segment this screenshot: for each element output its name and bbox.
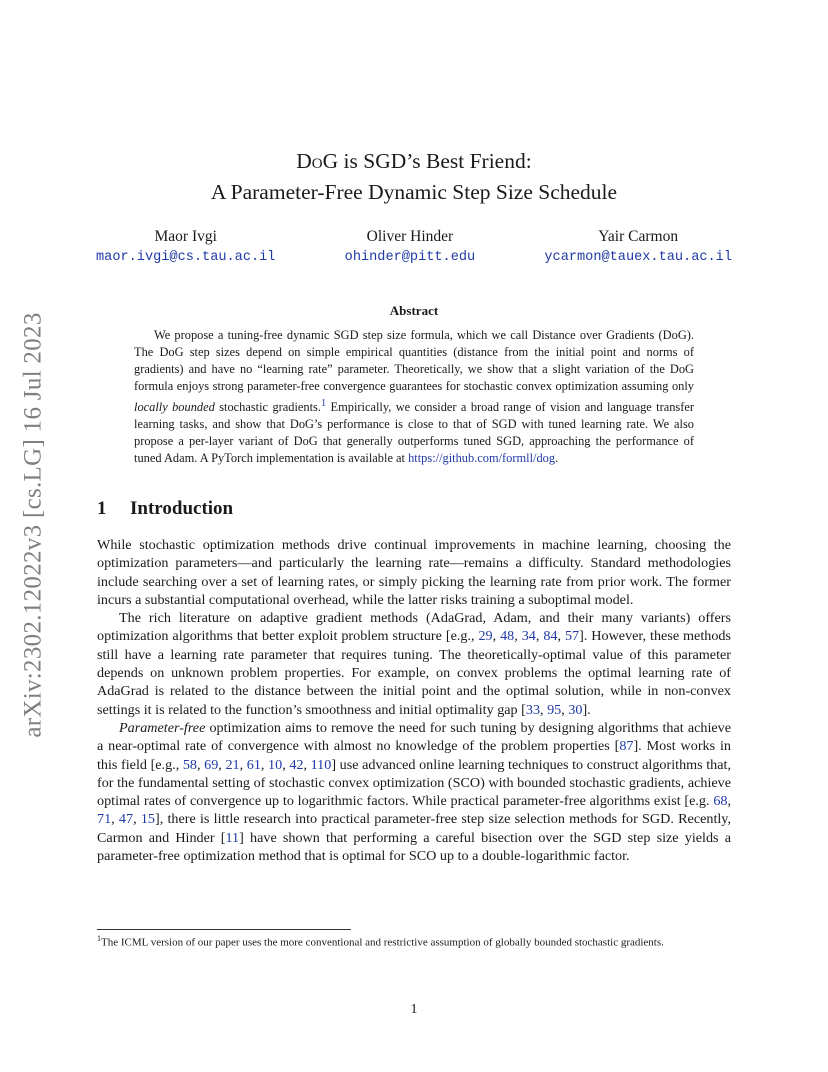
paragraph-text: ]. Most works in this field [e.g.,	[97, 738, 731, 773]
footnote	[97, 932, 731, 950]
paragraph-text: ].	[582, 701, 591, 718]
paragraph-emphasis: Parameter-free	[119, 719, 206, 736]
citation-link[interactable]: 69	[204, 756, 219, 773]
citation-link[interactable]: 68	[713, 793, 728, 810]
citation-link[interactable]: 47	[118, 811, 134, 828]
author-list	[96, 227, 732, 268]
paragraph-1: While stochastic optimization methods drive continual improvements in machine learning, choosing the optimization parameters—and particularly the learning rate—remains a difficulty. Standard methodologies include searching over a set of learning rates, or simply picking the learning rate from prior work. The former incurs a substantial computational overhead, while the latter risks training a suboptimal model.	[97, 537, 731, 608]
author-2	[345, 227, 476, 268]
title-line-1-rest: is SGD’s Best Friend:	[338, 149, 532, 173]
citation-link[interactable]: 61	[246, 756, 261, 773]
citation-link[interactable]: 84	[543, 628, 558, 645]
title-line-1	[0, 146, 828, 177]
author-3	[544, 227, 732, 268]
paragraph-text: ] use advanced online learning techniques to construct algorithms that, for the fundamental setting of stochastic convex optimization (SCO) with bounded stochastic gradients, achieve optimal rates of convergence up to logarithmic factors. While practical parameter-free algorithms exist [e.g.	[97, 756, 731, 810]
citation-link[interactable]: 10	[268, 756, 283, 773]
footnote-ref-link[interactable]: 1	[320, 398, 327, 409]
citation-link[interactable]: 34	[521, 628, 536, 645]
citation-link[interactable]: 95	[547, 701, 562, 718]
abstract-text: Empirically, we consider a broad range of vision and language transfer learning tasks, and show that DoG’s performance is close to that of SGD with tuned learning rate. We also propose a per-layer variant of DoG that generally outperforms tuned SGD, approaching the performance of tuned Adam. A PyTorch implementation is available at	[134, 400, 694, 466]
paper-title	[0, 146, 828, 208]
github-link[interactable]: https://github.com/formll/dog	[408, 451, 556, 466]
citation-link[interactable]: 29	[478, 628, 493, 645]
citation-link[interactable]: 58	[182, 756, 197, 773]
author-1	[96, 227, 275, 268]
abstract-text: .	[555, 451, 559, 466]
author-email[interactable]: maor.ivgi@cs.tau.ac.il	[96, 250, 276, 265]
author-name: Yair Carmon	[598, 228, 679, 245]
title-line-2: A Parameter-Free Dynamic Step Size Schedule	[210, 180, 618, 204]
paragraph-text: The rich literature on adaptive gradient methods (AdaGrad, Adam, and their many variants) offers optimization algorithms that better exploit problem structure [e.g.,	[97, 610, 731, 645]
paragraph-3: Parameter-free optimization aims to remove the need for such tuning by designing algorithms that achieve a near-optimal rate of convergence with almost no knowledge of the problem properties [87]. Most works in this field [e.g., 58, 69, 21, 61, 10, 42, 110] use advanced online learning techniques to construct algorithms that, for the fundamental setting of stochastic convex optimization (SCO) with bounded stochastic gradients, achieve optimal rates of convergence up to logarithmic factors. While practical parameter-free algorithms exist [e.g. 68, 71, 47, 15], there is little research into practical parameter-free step size selection methods for SGD. Recently, Carmon and Hinder [11] have shown that performing a careful bisection over the SGD step size yields a parameter-free optimization method that is optimal for SCO up to a double-logarithmic factor.	[97, 719, 731, 865]
section-title: Introduction	[130, 498, 234, 519]
citation-link[interactable]: 48	[500, 628, 515, 645]
citation-link[interactable]: 87	[619, 738, 634, 755]
arxiv-identifier-stamp	[8, 295, 60, 755]
citation-link[interactable]: 11	[225, 829, 240, 846]
abstract-body	[134, 327, 694, 467]
introduction-body	[97, 536, 731, 865]
abstract-text: stochastic gradients.	[214, 400, 321, 415]
citation-link[interactable]: 110	[310, 756, 332, 773]
citation-link[interactable]: 57	[564, 628, 580, 645]
citation-link[interactable]: 15	[140, 811, 155, 828]
title-dog: DoG	[296, 149, 339, 173]
footnote-text: The ICML version of our paper uses the more conventional and restrictive assumption of globally bounded stochastic gradients.	[101, 936, 664, 949]
author-email[interactable]: ycarmon@tauex.tau.ac.il	[544, 250, 732, 265]
footnote-mark: 1	[97, 934, 101, 943]
section-number: 1	[97, 498, 107, 519]
abstract-emphasis: locally bounded	[134, 400, 215, 415]
citation-link[interactable]: 21	[225, 756, 240, 773]
section-heading-introduction	[97, 498, 233, 520]
author-name: Oliver Hinder	[366, 228, 454, 245]
citation-link[interactable]: 33	[525, 701, 541, 718]
citation-link[interactable]: 71	[97, 811, 112, 828]
paragraph-2: The rich literature on adaptive gradient methods (AdaGrad, Adam, and their many variants) offers optimization algorithms that better exploit problem structure [e.g., 29, 48, 34, 84, 57]. However, these methods still have a learning rate parameter that requires tuning. The theoretically-optimal value of this parameter depends on unknown problem properties. For example, on convex problems the optimal learning rate of AdaGrad is related to the distance between the initial point and the optimal solution, while in non-convex settings it is related to the function’s smoothness and initial optimality gap [33, 95, 30].	[97, 610, 731, 718]
abstract-heading: Abstract	[389, 303, 439, 318]
arxiv-id-text: arXiv:2302.12022v3 [cs.LG] 16 Jul 2023	[20, 312, 47, 738]
footnote-divider	[97, 929, 351, 930]
paragraph-text: ]. However, these methods still have a learning rate parameter that requires tuning. The theoretically-optimal value of this parameter depends on unknown problem properties. For example, on convex problems the optimal learning rate of AdaGrad is related to the distance between the initial point and the optimal solution, while in non-convex settings it is related to the function’s smoothness and initial optimality gap [	[97, 628, 731, 718]
citation-link[interactable]: 30	[568, 701, 583, 718]
paragraph-text: ], there is little research into practical parameter-free step size selection methods for SGD. Recently, Carmon and Hinder [	[97, 811, 731, 846]
paragraph-text: optimization aims to remove the need for such tuning by designing algorithms that achieve a near-optimal rate of convergence with almost no knowledge of the problem properties [	[97, 719, 731, 755]
abstract-text: We propose a tuning-free dynamic SGD step size formula, which we call Distance over Gradients (DoG). The DoG step sizes depend on simple empirical quantities (distance from the initial point and norms of gradients) and have no “learning rate” parameter. Theoretically, we show that a slight variation of the DoG formula enjoys strong parameter-free convergence guarantees for stochastic convex optimization assuming only	[134, 328, 694, 393]
page-number: 1	[410, 1002, 418, 1017]
citation-link[interactable]: 42	[289, 756, 304, 773]
paragraph-text: ] have shown that performing a careful bisection over the SGD step size yields a parameter-free optimization method that is optimal for SCO up to a double-logarithmic factor.	[97, 829, 731, 865]
author-email[interactable]: ohinder@pitt.edu	[344, 250, 476, 265]
author-name: Maor Ivgi	[154, 228, 217, 245]
